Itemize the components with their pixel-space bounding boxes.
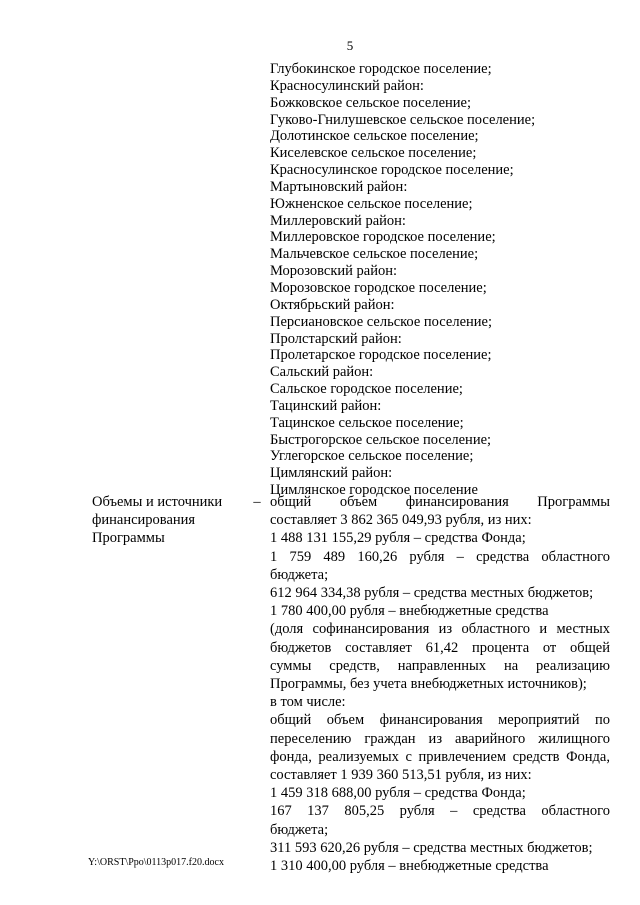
- finance-line: бюджета;: [270, 566, 329, 583]
- finance-line: 612 964 334,38 рубля – средства местных бюджетов;: [270, 585, 594, 602]
- municipality-item: Сальское городское поселение;: [270, 381, 463, 398]
- page-number: 5: [346, 38, 354, 53]
- footer-file-path: Y:\ORST\Ppo\0113p017.f20.docx: [88, 857, 224, 868]
- finance-line: 1 310 400,00 рубля – внебюджетные средства: [270, 858, 549, 875]
- finance-line: общий объем финансирования Программы: [270, 494, 610, 510]
- municipality-item: Гуково-Гнилушевское сельское поселение;: [270, 111, 536, 128]
- finance-line: 1 459 318 688,00 рубля – средства Фонда;: [270, 785, 526, 802]
- municipality-item: Глубокинское городское поселение;: [270, 61, 492, 77]
- finance-line: фонда, реализуемых с привлечением средств Фонда,: [270, 748, 610, 765]
- finance-label-line: Программы: [92, 530, 165, 546]
- finance-line: в том числе:: [270, 694, 346, 711]
- municipality-item: Мартыновский район:: [270, 178, 408, 195]
- municipality-item: Персиановское сельское поселение;: [270, 313, 492, 330]
- finance-label-line: Объемы и источники: [92, 494, 223, 510]
- finance-line: суммы средств, направленных на реализацию: [270, 657, 610, 674]
- finance-line: бюджетов составляет 61,42 процента от общей: [270, 639, 610, 656]
- municipality-item: Божковское сельское поселение;: [270, 94, 471, 111]
- finance-line: 1 780 400,00 рубля – внебюджетные средства: [270, 603, 549, 620]
- finance-label-line: финансирования: [92, 512, 196, 528]
- municipality-item: Тацинское сельское поселение;: [270, 414, 464, 431]
- municipality-item: Красносулинский район:: [270, 77, 424, 94]
- municipality-item: Южненское сельское поселение;: [270, 195, 473, 212]
- label-dash: –: [253, 494, 261, 510]
- municipality-item: Тацинский район:: [270, 397, 382, 414]
- municipality-item: Красносулинское городское поселение;: [270, 162, 514, 179]
- finance-line: 311 593 620,26 рубля – средства местных бюджетов;: [270, 839, 593, 856]
- finance-line: 1 759 489 160,26 рубля – средства областного: [270, 548, 610, 565]
- finance-line: (доля софинансирования из областного и местных: [270, 621, 610, 638]
- finance-line: переселению граждан из аварийного жилищного: [270, 730, 610, 747]
- municipality-item: Морозовский район:: [270, 263, 398, 280]
- finance-line: 167 137 805,25 рубля – средства областного: [270, 803, 610, 820]
- finance-section-label: [92, 493, 257, 547]
- finance-line: бюджета;: [270, 821, 329, 838]
- municipality-item: Киселевское сельское поселение;: [270, 145, 477, 162]
- municipality-item: Миллеровское городское поселение;: [270, 229, 496, 246]
- municipality-item: Морозовское городское поселение;: [270, 279, 487, 296]
- finance-line: общий объем финансирования мероприятий по: [270, 712, 610, 729]
- municipality-item: Мальчевское сельское поселение;: [270, 246, 479, 263]
- municipality-item: Цимлянский район:: [270, 465, 393, 482]
- municipality-item: Миллеровский район:: [270, 212, 406, 229]
- finance-line: 1 488 131 155,29 рубля – средства Фонда;: [270, 530, 526, 547]
- municipality-item: Быстрогорское сельское поселение;: [270, 431, 492, 448]
- municipality-item: Углегорское сельское поселение;: [270, 448, 474, 465]
- finance-line: составляет 3 862 365 049,93 рубля, из них:: [270, 512, 532, 529]
- municipality-item: Пролстарский район:: [270, 330, 402, 347]
- municipality-item: Долотинское сельское поселение;: [270, 128, 479, 145]
- finance-line: Программы, без учета внебюджетных источников);: [270, 676, 587, 693]
- finance-line: составляет 1 939 360 513,51 рубля, из них:: [270, 767, 532, 784]
- municipality-list: [270, 61, 610, 499]
- municipality-item: Октябрьский район:: [270, 296, 395, 313]
- municipality-item: Цимлянское городское поселение: [270, 482, 478, 499]
- finance-section-text: [270, 493, 610, 875]
- municipality-item: Сальский район:: [270, 364, 374, 381]
- municipality-item: Пролетарское городское поселение;: [270, 347, 492, 364]
